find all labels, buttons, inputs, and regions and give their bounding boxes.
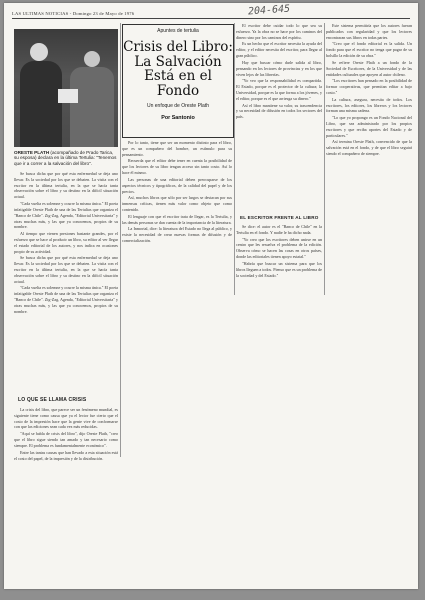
handwritten-reference: 204-645 xyxy=(247,3,291,18)
paragraph: "Yo veo que la responsabilidad es compartida. El Estado, porque es el protector de la cultura; la Universidad, porque es la que forma a los jóvenes, y el editor, porque es el que arriesga su dinero." xyxy=(236,78,322,101)
photo-figure-man-body xyxy=(20,61,62,147)
column-divider xyxy=(120,23,121,457)
newspaper-clipping xyxy=(4,3,418,589)
headline-box xyxy=(122,24,234,138)
paragraph: "Habría que buscar un sistema para que los libros lleguen a todos. Pienso que es un problema de la sociedad y del Estado." xyxy=(236,260,322,278)
column-divider xyxy=(234,23,235,295)
photo-oreste-plath xyxy=(14,29,118,147)
subhead-escritor: EL ESCRITOR FRENTE AL LIBRO xyxy=(240,215,319,220)
paragraph: Así termina Oreste Plath, convencido de que la salvación está en el fondo, y de que el libro seguirá siendo el compañero de siempre. xyxy=(326,139,412,157)
photo-figure-man xyxy=(30,43,48,61)
column-4 xyxy=(326,23,412,295)
column-2 xyxy=(122,140,232,295)
article-byline: Por Santonio xyxy=(161,115,195,122)
paragraph: Se refiere Oreste Plath a un fondo de la Sociedad de Escritores, de la Universidad y de las entidades culturales que apoyen al autor chileno. xyxy=(326,59,412,77)
column-1b xyxy=(14,407,118,461)
paragraph: Se busca dicha que por qué esta enfermedad se deja uno llevar. Es la sociedad por los que se debaten. La visita con el escritor en la última tertulia, en la que se hacía tanta observación sobre el libro y su destino en la difícil situación actual. xyxy=(14,255,118,284)
column-3b xyxy=(236,224,322,295)
paragraph: "Cada vuelta es solemne y ocurre la misma única." El poeta infatigable Oreste Plath de una de las Tertulias que organiza el "Banco de Chile". Zig-Zag, Agenda, "Editorial Universitaria" y otras muchas más, y las que ya conocemos, propios de su nombre. xyxy=(14,201,118,230)
paragraph: Es un hecho que el escritor necesita la ayuda del editor, y el editor necesita del escritor, para llegar al gran público. xyxy=(236,41,322,59)
caption-text: (acompañado de Prado Tarica, su esposa) declara en la última Tertulia: "Tenemos que ir a correr a la salvación del libro". xyxy=(14,150,117,166)
paragraph: "Aquí se habla de crisis del libro", dijo Oreste Plath, "creo que el libro sigue siendo tan amado y tan necesario como siempre. El problema es fundamentalmente económico". xyxy=(14,431,118,448)
header-rule xyxy=(12,18,410,19)
column-divider xyxy=(324,23,325,295)
paragraph: Este sistema permitiría que los autores fueran publicados con regularidad y que los lectores encontraran sus libros en todas partes. xyxy=(326,23,412,40)
paragraph: Entre las tantas causas que han llevado a esta situación está el costo del papel, de la impresión y de la distribución. xyxy=(14,449,118,461)
paragraph: Así, muchos libros que sólo por ser largos se destacan por sus inmensas críticas, tienen más valor como objeto que como contenido. xyxy=(122,195,232,212)
photo-figure-woman xyxy=(84,51,100,67)
paragraph: "Cada vuelta es solemne y ocurre la misma única." El poeta infatigable Oreste Plath de una de las Tertulias que organiza el "Banco de Chile". Zig-Zag, Agenda, "Editorial Universitaria" y otras muchas más, y las que ya conocemos, propios de su nombre. xyxy=(14,285,118,314)
paragraph: La cultura, asegura, necesita de todos. Los escritores, los editores, los libreros y los lectores forman una misma cadena. xyxy=(326,96,412,114)
paragraph: "Yo creo que los escritores deben unirse en un centro que les resuelva el problema de la edición. Observa cómo se hacen las cosas en otros países, donde las editoriales tienen apoyo estatal." xyxy=(236,236,322,260)
paragraph: Hay que buscar cómo darle salida al libro, pensando en los lectores de provincias y en los que viven lejos de las librerías. xyxy=(236,59,322,77)
page-header: LAS ULTIMAS NOTICIAS - Domingo 23 de Mayo de 1976 xyxy=(12,11,135,16)
paragraph: Se dice: el autor es el "Banco de Chile" en la Tertulia en el fondo. Y nadie le ha dicho nada. xyxy=(236,224,322,235)
caption-name: ORESTE PLATH xyxy=(14,150,50,155)
paragraph: Al tiempo que vienen presiones bastante grandes, por el esfuerzo que se hace al producir un libro, su editor al ver llegar el estado editorial de los autores, y nos indica en ocasiones propio de su actividad. xyxy=(14,231,118,254)
paragraph: La Inmortal, dice: la literatura del Estado no llega al público, y existe la necesidad de crear nuevas formas de difusión y de comercialización. xyxy=(122,226,232,243)
photo-book xyxy=(58,89,78,103)
paragraph: El lenguaje con que el escritor trata de llegar, es la Tertulia, y las demás personas se dan cuenta de la importancia de la literatura. xyxy=(122,213,232,225)
column-1 xyxy=(14,171,118,393)
column-3 xyxy=(236,23,322,211)
paragraph: Las personas de una editorial deben preocuparse de los aspectos técnicos y tipográficos, de la calidad del papel y de los precios. xyxy=(122,176,232,194)
photo-figure-woman-body xyxy=(70,67,114,147)
paragraph: Por lo tanto, tiene que ser un momento distinto para el libro, que es un compañero del hombre, un estímulo para su pensamiento. xyxy=(122,140,232,157)
photo-caption xyxy=(14,150,118,166)
section-label: Apuntes de tertulia xyxy=(157,28,199,34)
paragraph: Así el libro mantiene su valor, su trascendencia y su necesidad de difusión en todos los sectores del país. xyxy=(236,102,322,120)
paragraph: "Lo que yo propongo es un Fondo Nacional del Libro, que sea administrado por los propios escritores y que reciba aportes del Estado y de particulares." xyxy=(326,115,412,138)
paragraph: Se busca dicha que por qué esta enfermedad se deja uno llevar. Es la sociedad por los que se debaten. La visita con el escritor en la última tertulia, en la que se hacía tanta observación sobre el libro y su destino en la difícil situación actual. xyxy=(14,171,118,200)
paragraph: El escritor debe cuidar todo lo que sea su esfuerzo. Ya la obra no se hace por los caminos del dinero sino por los caminos del espíritu. xyxy=(236,23,322,40)
paragraph: "Los escritores han pensado en la posibilidad de formar cooperativas, que permitan editar a bajo costo." xyxy=(326,78,412,95)
paragraph: "Creo que el fondo editorial es la salida. Un fondo para que el escritor no tenga que pagar de su bolsillo la edición de su obra." xyxy=(326,41,412,59)
subhead-crisis: LO QUE SE LLAMA CRISIS xyxy=(18,397,87,403)
paragraph: La crisis del libro, que parece ser un fenómeno mundial, es siguiente tiene como causa que ya el lector fue cierto que el costo de la impresión hace que la gente vive de conformarse con que las ediciones sean cada vez más reducidas. xyxy=(14,407,118,430)
article-headline: Crisis del Libro: La Salvación Está en el Fondo xyxy=(123,39,233,99)
article-subtitle: Un enfoque de Oreste Plath xyxy=(147,103,209,110)
paragraph: Recuerda que el editor debe tener en cuenta la posibilidad de que los lectores de su libro tengan acceso sin tanto costo. Así lo hace él mismo. xyxy=(122,158,232,176)
